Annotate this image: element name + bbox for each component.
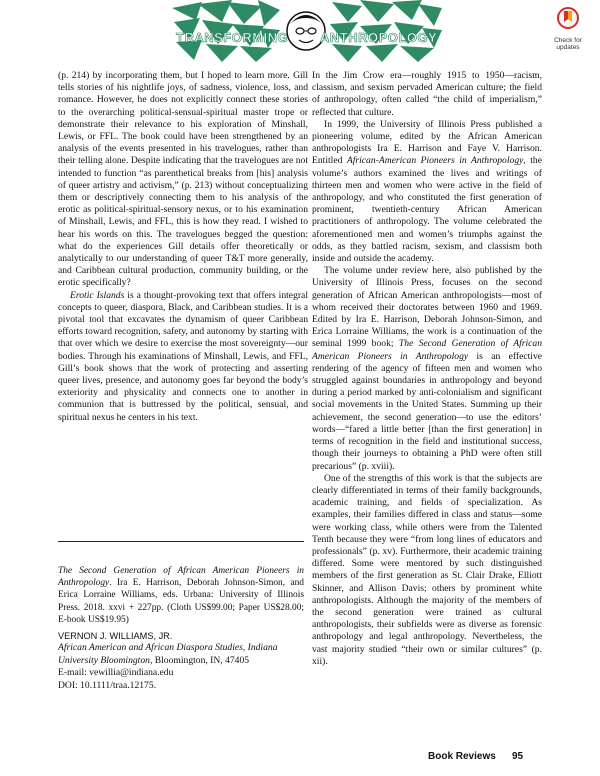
badge-line2: updates [556,44,580,51]
journal-banner [172,0,442,62]
left-paragraph-2-text: is a thought-provoking text that offers integral concepts to queer, diaspora, Black, and Caribbean studies. It is a pivotal tool that excavates the dynamism of queer Caribbean efforts toward recognition, safety, and autonomy by starting with that over which we desire to exercise the most sovereignty—our bodies. Through his examinations of Minshall, Lewis, and FFL, Gill’s book shows that the work of protecting and asserting queer lives, presence, and autonomy goes far beyond the body’s exteriority and physicality and connects one to another in communion that is buttressed by the political, sensual, and spiritual nexus he centers in his text. [58,289,308,423]
right-paragraph-2 [312,119,542,265]
citation-title: The Second Generation of African American Pioneers in Anthropology [58,566,304,589]
reviewer-affiliation-line [58,642,308,667]
book-title-first-volume: African-American Pioneers in Anthropology [346,155,524,167]
update-check-icon [556,6,580,32]
badge-line1: Check for [554,37,582,44]
banner-left-word: TRANSFORMING [176,30,289,45]
reviewer-block [58,630,308,692]
right-paragraph-3 [312,265,542,472]
right-paragraph-3-start: The volume under review here, also published by the University of Illinois Press, focuses on the second generation of African American anthropologists—most of whom received their doctorates between 1960 and 1969. Edited by Ira E. Harrison, Deborah Johnson-Simon, and Erica Lorraine Williams, the work is a continuation of the seminal 1999 book; [312,265,542,350]
right-paragraph-3-end: is an effective rendering of the agency of fifteen men and women who struggled against boundaries in anthropology and beyond during a period marked by anti-colonialism and significant social movements in the United States. Summing up their achievement, the second generation—to use the editors’ words—“fared a little better [than the first generation] in terms of recognition in the field and institutional success, though their journeys to obtaining a PhD were often still precarious” (p. xviii). [312,350,543,472]
reviewer-name: VERNON J. WILLIAMS, JR. [58,631,173,641]
right-paragraph-2-start: In 1999, the University of Illinois Press published a pioneering volume, edited by the African American anthropologists Ira E. Harrison and Faye V. Harrison. Entitled [312,118,542,167]
right-paragraph-1: In the Jim Crow era—roughly 1915 to 1950—racism, classism, and sexism pervaded American culture; the field of anthropology, often called “the child of imperialism,” reflected that culture. [312,70,542,118]
right-column [312,70,542,668]
left-paragraph-2 [58,290,308,424]
reviewer-affiliation: African American and African Diaspora Studies, Indiana University Bloomington [58,642,278,666]
section-divider [58,541,304,542]
right-paragraph-4: One of the strengths of this work is that the subjects are clearly differentiated in terms of their family backgrounds, academic training, and fields of specialization. As examples, their families differed in class and status—some were working class, while others were from the Talented Tenth because they were “from long lines of educators and professionals” (p. xv). Furthermore, their academic training differed. Some were mentored by such distinguished members of the first generation as St. Clair Drake, Elliott Skinner, and Allison Davis; others by prominent white anthropologists. Although the majority of the members of the second generation were trained as cultural anthropologists, their subfields were as diverse as forensic anthropology and legal anthropology. Nevertheless, the vast majority studied “their own or similar cultures” (p. xii). [312,472,542,667]
banner-right-word: ANTHROPOLOGY [320,30,438,45]
page-number: 95 [512,751,524,762]
book-citation [58,565,304,626]
running-footer-section: Book Reviews [428,751,496,762]
check-for-updates-badge[interactable] [548,6,588,54]
reviewer-email[interactable]: E-mail: vewillia@indiana.edu [58,667,174,679]
right-paragraph-2-end: , the volume’s authors examined the lives and writings of thirteen men and women who were active in the field of anthropology, and who constituted the first generation of prominent, twentieth-century African American practitioners of anthropology. The volume celebrated the aforementioned men and women’s triumphs against the odds, as they battled racism, sexism, and classism both inside and outside the academy. [312,155,542,265]
book-title-erotic-islands: Erotic Islands [70,289,125,301]
left-paragraph-1: (p. 214) by incorporating them, but I hoped to learn more. Gill tells stories of his nightlife joys, of sadness, violence, loss, and romance. However, he does not explicitly connect these stories to the overarching political-sensual-spiritual master trope or demonstrate their relevance to his exploration of Minshall, Lewis, or FFL. The book could have been strengthened by an analysis of the events presented in his travelogues, rather than their telling alone. Despite indicating that the travelogues are not intended to function “as parenthetical breaks from [his] analysis of queer artistry and activism,” (p. 213) without conceptualizing them or descriptively connecting them to his analysis of the erotic as political-spiritual-sensory nexus, or to his examination of Minshall, Lewis, and FFL, this is how they read. I wished to hear his words on this. The travelogues begged the question: what do the experiences Gill details offer theoretically or analytically to our understanding of queer T&T more generally, and Caribbean cultural production, community building, or the erotic specifically? [58,70,308,289]
reviewer-location: , Bloomington, IN, 47405 [149,654,250,666]
book-title-second-volume: The Second Generation of African American Pioneers in Anthropology [312,338,543,362]
citation-details: . Ira E. Harrison, Deborah Johnson-Simon, and Erica Lorraine Williams, eds. Urbana: University of Illinois Press. 2018. xxvi + 227pp. (Cloth US$99.00; Paper US$28.00; E-book US$19.95) [58,578,304,625]
reviewer-doi[interactable]: DOI: 10.1111/traa.12175. [58,679,157,691]
left-column [58,70,308,424]
